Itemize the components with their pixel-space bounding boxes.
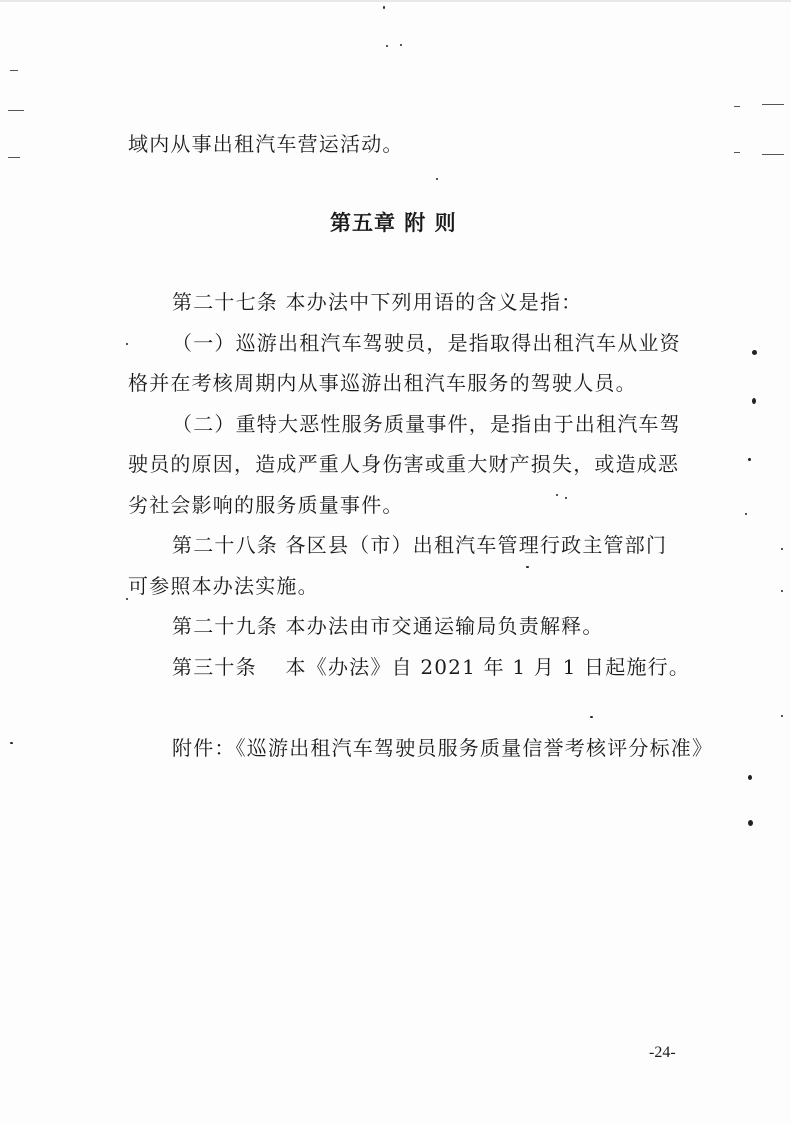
scan-artifact	[8, 157, 20, 158]
scan-artifact	[526, 566, 529, 568]
scan-artifact	[590, 716, 593, 718]
scan-artifact	[8, 110, 24, 111]
attachment-line: 附件：《巡游出租汽车驾驶员服务质量信誉考核评分标准》	[172, 736, 714, 760]
scan-artifact	[386, 45, 388, 47]
page-number: -24-	[649, 1044, 676, 1061]
scan-artifact	[734, 152, 740, 153]
article-27-item-2-line-2: 驶员的原因，造成严重人身伤害或重大财产损失，或造成恶	[128, 452, 680, 476]
scan-artifact	[748, 820, 753, 826]
chapter-title: 第五章 附 则	[330, 210, 457, 235]
scan-artifact	[10, 70, 18, 71]
article-28-line-1: 第二十八条 各区县（市）出租汽车管理行政主管部门	[172, 533, 668, 557]
article-27-lead: 第二十七条 本办法中下列用语的含义是指：	[172, 290, 583, 314]
scan-artifact	[762, 154, 784, 155]
scan-artifact	[436, 178, 438, 180]
article-30: 第三十条 本《办法》自 2021 年 1 月 1 日起施行。	[172, 655, 691, 679]
scan-artifact	[752, 398, 756, 404]
article-27-item-2-line-1: （二）重特大恶性服务质量事件，是指由于出租汽车驾	[172, 412, 681, 436]
scan-artifact	[556, 494, 558, 496]
scan-artifact	[400, 44, 402, 46]
scan-artifact	[565, 497, 567, 499]
scan-artifact	[745, 513, 747, 515]
article-27-item-2-line-3: 劣社会影响的服务质量事件。	[128, 493, 404, 517]
scan-artifact	[781, 548, 783, 550]
article-29: 第二十九条 本办法由市交通运输局负责解释。	[172, 614, 604, 638]
scan-artifact	[126, 598, 128, 600]
scan-edge	[0, 0, 791, 2]
article-27-item-1-line-2: 格并在考核周期内从事巡游出租汽车服务的驾驶人员。	[128, 371, 637, 395]
scan-artifact	[10, 742, 13, 744]
scan-artifact	[781, 590, 783, 592]
scan-artifact	[383, 6, 385, 9]
article-28-line-2: 可参照本办法实施。	[128, 574, 319, 598]
scan-artifact	[748, 458, 751, 461]
scan-artifact	[781, 715, 783, 717]
article-27-item-1-line-1: （一）巡游出租汽车驾驶员，是指取得出租汽车从业资	[172, 331, 681, 355]
continuation-text: 域内从事出租汽车营运活动。	[128, 132, 404, 156]
scan-artifact	[748, 775, 752, 780]
scan-artifact	[734, 106, 740, 107]
scan-artifact	[126, 343, 128, 345]
scan-artifact	[752, 350, 757, 355]
scan-artifact	[762, 104, 784, 105]
